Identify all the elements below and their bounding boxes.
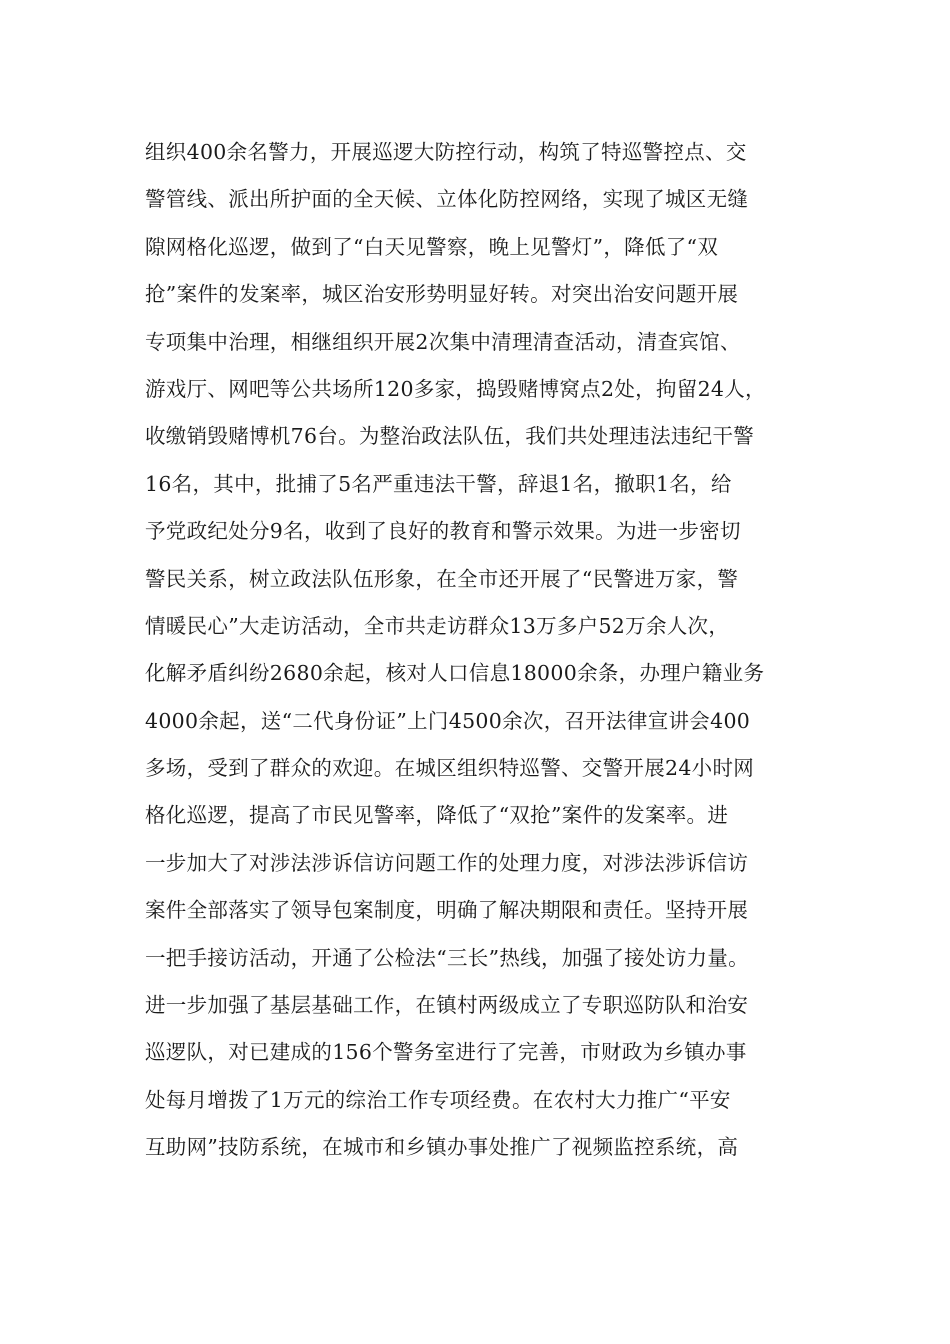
text-line: 巡逻队，对已建成的156个警务室进行了完善，市财政为乡镇办事: [145, 1040, 747, 1065]
text-line: 案件全部落实了领导包案制度，明确了解决期限和责任。坚持开展: [145, 898, 749, 923]
text-line: 情暖民心”大走访活动，全市共走访群众13万多户52万余人次，: [145, 613, 730, 638]
text-line: 多场，受到了群众的欢迎。在城区组织特巡警、交警开展24小时网: [145, 756, 755, 781]
text-line: 警民关系，树立政法队伍形象，在全市还开展了“民警进万家，警: [145, 566, 739, 591]
body-text: [145, 132, 805, 1175]
text-line: 抢”案件的发案率，城区治安形势明显好转。对突出治安问题开展: [145, 282, 739, 307]
text-line: 4000余起，送“二代身份证”上门4500余次，召开法律宣讲会400: [145, 708, 751, 733]
text-line: 专项集中治理，相继组织开展2次集中清理清查活动，清查宾馆、: [145, 329, 741, 354]
text-line: 化解矛盾纠纷2680余起，核对人口信息18000余条，办理户籍业务: [145, 661, 765, 686]
text-line: 游戏厅、网吧等公共场所120多家，捣毁赌博窝点2处，拘留24人，: [145, 376, 766, 401]
text-line: 格化巡逻，提高了市民见警率，降低了“双抢”案件的发案率。进: [145, 803, 729, 828]
text-line: 组织400余名警力，开展巡逻大防控行动，构筑了特巡警控点、交: [145, 140, 747, 164]
text-line: 互助网”技防系统，在城市和乡镇办事处推广了视频监控系统，高: [145, 1135, 739, 1160]
text-line: 一步加大了对涉法涉诉信访问题工作的处理力度，对涉法涉诉信访: [145, 850, 749, 875]
text-line: 进一步加强了基层基础工作，在镇村两级成立了专职巡防队和治安: [145, 993, 749, 1018]
text-line: 16名，其中，批捕了5名严重违法干警，辞退1名，撤职1名，给: [145, 471, 732, 496]
text-line: 一把手接访活动，开通了公检法“三长”热线，加强了接处访力量。: [145, 945, 749, 970]
text-line: 处每月增拨了1万元的综治工作专项经费。在农村大力推广“平安: [145, 1087, 731, 1112]
text-line: 收缴销毁赌博机76台。为整治政法队伍，我们共处理违法违纪干警: [145, 424, 755, 449]
text-line: 隙网格化巡逻，做到了“白天见警察，晚上见警灯”，降低了“双: [145, 234, 719, 259]
text-line: 予党政纪处分9名，收到了良好的教育和警示效果。为进一步密切: [145, 519, 741, 544]
text-line: 警管线、派出所护面的全天候、立体化防控网络，实现了城区无缝: [145, 187, 749, 212]
